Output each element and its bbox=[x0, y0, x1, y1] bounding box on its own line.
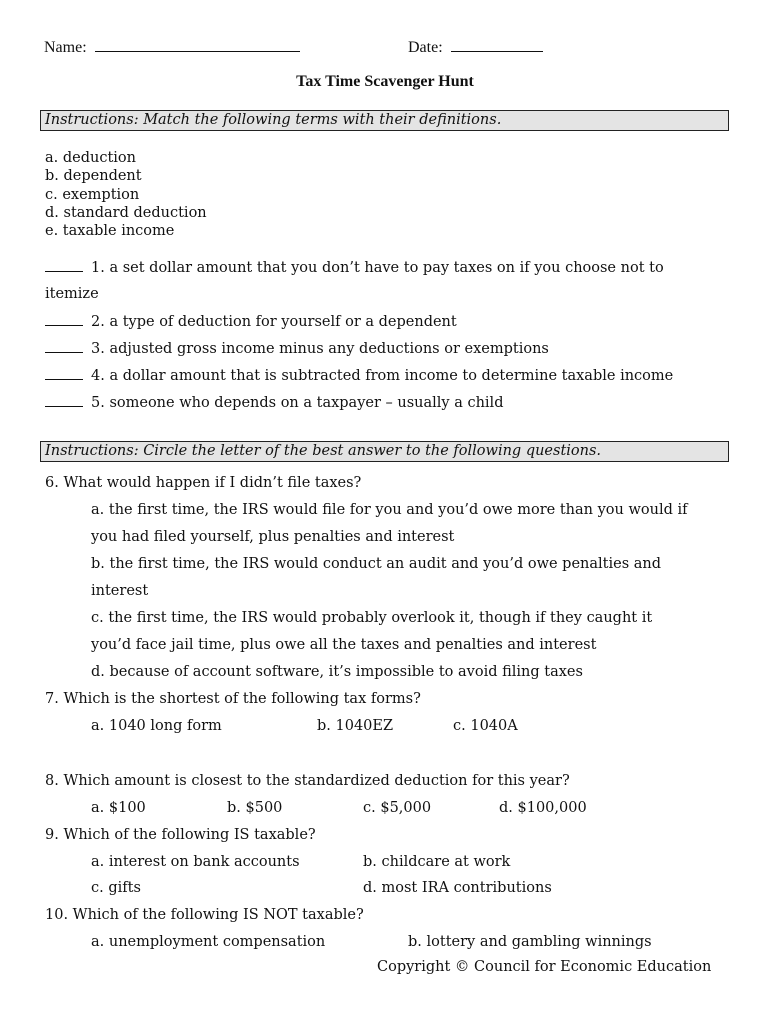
answer-blank[interactable] bbox=[45, 340, 83, 353]
q8-option-b[interactable]: b. $500 bbox=[227, 800, 283, 816]
term-item: c. exemption bbox=[45, 187, 140, 203]
term-item: b. dependent bbox=[45, 168, 142, 184]
q6-option-a[interactable]: a. the first time, the IRS would file for you and you’d owe more than you would if bbox=[91, 502, 688, 518]
q9-option-c[interactable]: c. gifts bbox=[91, 880, 141, 896]
definition-text: 3. adjusted gross income minus any deductions or exemptions bbox=[91, 341, 549, 357]
term-item: e. taxable income bbox=[45, 223, 175, 239]
copyright-footer: Copyright © Council for Economic Education bbox=[377, 959, 712, 975]
question-8: 8. Which amount is closest to the standardized deduction for this year? bbox=[45, 773, 570, 789]
definition-text: 5. someone who depends on a taxpayer – usually a child bbox=[91, 395, 504, 411]
q8-option-a[interactable]: a. $100 bbox=[91, 800, 146, 816]
definition-text: 2. a type of deduction for yourself or a dependent bbox=[91, 314, 457, 330]
definition-continuation: itemize bbox=[45, 286, 99, 302]
q9-option-d[interactable]: d. most IRA contributions bbox=[363, 880, 552, 896]
answer-blank[interactable] bbox=[45, 367, 83, 380]
page-title: Tax Time Scavenger Hunt bbox=[296, 73, 474, 90]
q6-option-c[interactable]: c. the first time, the IRS would probably overlook it, though if they caught it bbox=[91, 610, 653, 626]
q6-option-a-cont: you had filed yourself, plus penalties and interest bbox=[91, 529, 455, 545]
term-item: d. standard deduction bbox=[45, 205, 207, 221]
definition-row bbox=[45, 367, 673, 384]
q9-option-b[interactable]: b. childcare at work bbox=[363, 854, 511, 870]
q9-option-a[interactable]: a. interest on bank accounts bbox=[91, 854, 300, 870]
q10-option-b[interactable]: b. lottery and gambling winnings bbox=[408, 934, 652, 950]
q6-option-b[interactable]: b. the first time, the IRS would conduct an audit and you’d owe penalties and bbox=[91, 556, 662, 572]
question-7: 7. Which is the shortest of the following tax forms? bbox=[45, 691, 421, 707]
q8-option-d[interactable]: d. $100,000 bbox=[499, 800, 587, 816]
instructions-box-multiple-choice: Instructions: Circle the letter of the best answer to the following questions. bbox=[40, 441, 729, 462]
definition-row bbox=[45, 313, 457, 330]
name-field-row bbox=[44, 37, 300, 57]
answer-blank[interactable] bbox=[45, 313, 83, 326]
definition-row bbox=[45, 259, 664, 276]
answer-blank[interactable] bbox=[45, 259, 83, 272]
question-10: 10. Which of the following IS NOT taxable? bbox=[45, 907, 364, 923]
name-blank[interactable] bbox=[95, 37, 300, 52]
q7-option-b[interactable]: b. 1040EZ bbox=[317, 718, 394, 734]
instructions-box-matching: Instructions: Match the following terms with their definitions. bbox=[40, 110, 729, 131]
definition-text: 4. a dollar amount that is subtracted from income to determine taxable income bbox=[91, 368, 674, 384]
term-item: a. deduction bbox=[45, 150, 137, 166]
date-field-row bbox=[408, 37, 543, 57]
definition-text: 1. a set dollar amount that you don’t have to pay taxes on if you choose not to bbox=[91, 260, 664, 276]
answer-blank[interactable] bbox=[45, 394, 83, 407]
q6-option-d[interactable]: d. because of account software, it’s impossible to avoid filing taxes bbox=[91, 664, 583, 680]
definition-row bbox=[45, 394, 503, 411]
question-6: 6. What would happen if I didn’t file taxes? bbox=[45, 475, 362, 491]
q7-option-a[interactable]: a. 1040 long form bbox=[91, 718, 222, 734]
q7-option-c[interactable]: c. 1040A bbox=[453, 718, 518, 734]
definition-row bbox=[45, 340, 549, 357]
q6-option-b-cont: interest bbox=[91, 583, 149, 599]
date-blank[interactable] bbox=[451, 37, 543, 52]
question-9: 9. Which of the following IS taxable? bbox=[45, 827, 316, 843]
date-label: Date: bbox=[408, 39, 443, 56]
q6-option-c-cont: you’d face jail time, plus owe all the taxes and penalties and interest bbox=[91, 637, 597, 653]
q10-option-a[interactable]: a. unemployment compensation bbox=[91, 934, 326, 950]
q8-option-c[interactable]: c. $5,000 bbox=[363, 800, 432, 816]
name-label: Name: bbox=[44, 39, 87, 56]
